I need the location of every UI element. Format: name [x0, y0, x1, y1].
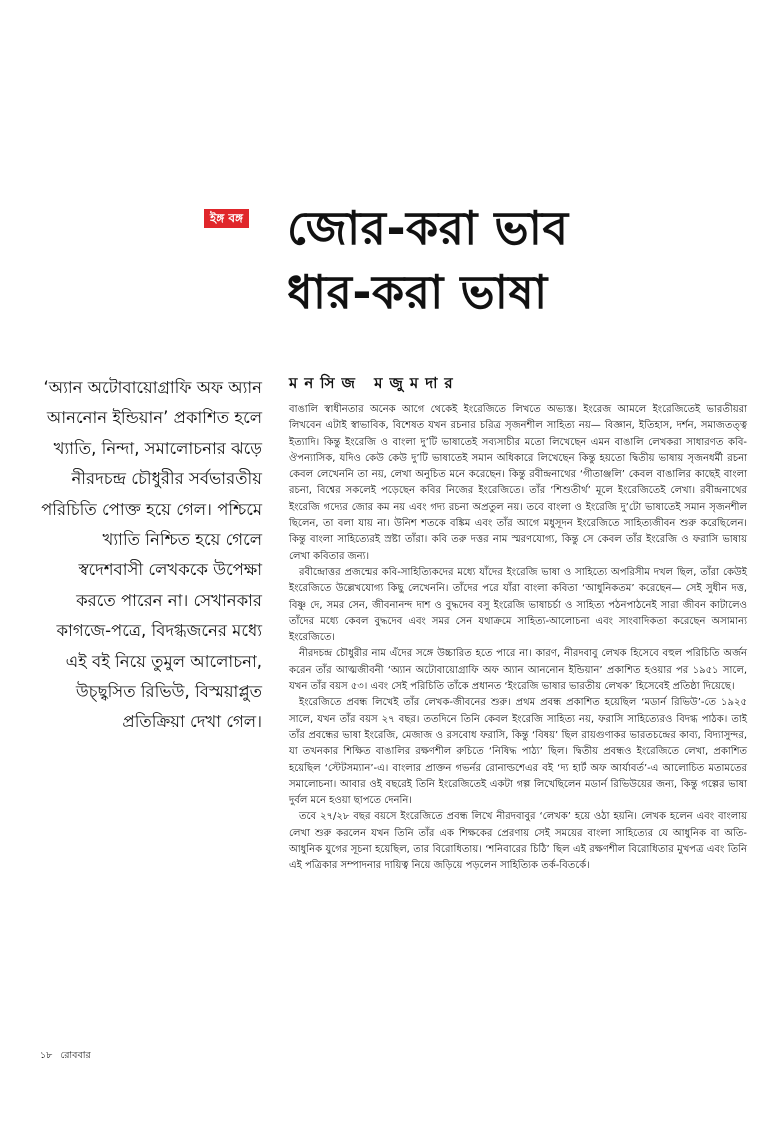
- article-paragraph: রবীন্দ্রোত্তর প্রজন্মের কবি-সাহিত্যিকদের মধ্যে যাঁদের ইংরেজি ভাষা ও সাহিত্যে অপরিসীম দখল ছিল, তাঁরা কেউই ইংরেজিতে উল্লেখযোগ্য কিছু লেখেননি। তাঁদের পরে যাঁরা বাংলা কবিতা ‘আধুনিকতম’ করেছেন— সেই সুধীন দত্ত, বিষ্ণু দে, সমর সেন, জীবনানন্দ দাশ ও বুদ্ধদেব বসু ইংরেজি ভাষাচর্চা ও সাহিত্য পঠনপাঠনেই সারা জীবন কাটালেও তাঁদের মধ্যে কেবল বুদ্ধদেব এবং সমর সেন যথাক্রমে সাহিত্য-আলোচনা এবং সাংবাদিকতা করেছেন অসামান্য ইংরেজিতে।: [289, 566, 747, 644]
- section-tag: ইঙ্গ বঙ্গ: [204, 209, 249, 228]
- article-body: [289, 402, 747, 875]
- headline-line-1: জোর-করা ভাব: [287, 201, 569, 255]
- article-paragraph: নীরদচন্দ্র চৌধুরীর নাম এঁদের সঙ্গে উচ্চারিত হতে পারে না। কারণ, নীরদবাবু লেখক হিসেবে বহুল পরিচিতি অর্জন করেন তাঁর আত্মজীবনী ‘অ্যান অটোবায়োগ্রাফি অফ অ্যান আননোন ইন্ডিয়ান’ প্রকাশিত হওয়ার পর ১৯৫১ সালে, যখন তাঁর বয়স ৫৩। এবং সেই পরিচিতি তাঁকে প্রধানত ‘ইংরেজি ভাষার ভারতীয় লেখক’ হিসেবেই প্রতিষ্ঠা দিয়েছে।: [289, 648, 747, 693]
- publication-section: রোববার: [60, 1050, 91, 1061]
- pull-quote: ‘অ্যান অটোবায়োগ্রাফি অফ অ্যান আননোন ইন্ডিয়ান’ প্রকাশিত হলে খ্যাতি, নিন্দা, সমালোচনার ঝড়ে নীরদচন্দ্র চৌধুরীর সর্বভারতীয় পরিচিতি পোক্ত হয়ে গেল। পশ্চিমে খ্যাতি নিশ্চিত হয়ে গেলে স্বদেশবাসী লেখককে উপেক্ষা করতে পারেন না। সেখানকার কাগজে-পত্রে, বিদগ্ধজনের মধ্যে এই বই নিয়ে তুমুল আলোচনা, উচ্ছ্বসিত রিভিউ, বিস্ময়াপ্লুত প্রতিক্রিয়া দেখা গেল।: [41, 378, 262, 732]
- page-footer: [40, 1049, 91, 1064]
- headline-line-2: ধার-করা ভাষা: [287, 265, 548, 319]
- article-paragraph: ইংরেজিতে প্রবন্ধ লিখেই তাঁর লেখক-জীবনের শুরু। প্রথম প্রবন্ধ প্রকাশিত হয়েছিল ‘মডার্ন রিভিউ’-তে ১৯২৫ সালে, যখন তাঁর বয়স ২৭ বছর। ততদিনে তিনি কেবল ইংরেজি সাহিত্য নয়, ফরাসি সাহিত্যেরও বিদগ্ধ পাঠক। তাই তাঁর প্রবন্ধের ভাষা ইংরেজি, মেজাজ ও রসবোধ ফরাসি, কিন্তু ‘বিষয়’ ছিল রায়গুণাকর ভারতচন্দ্রের কাব্য, বিদ্যাসুন্দর, যা তখনকার শিক্ষিত বাঙালির রক্ষণশীল রুচিতে ‘নিষিদ্ধ পাঠ্য’ ছিল। দ্বিতীয় প্রবন্ধও ইংরেজিতে লেখা, প্রকাশিত হয়েছিল ‘স্টেটসম্যান’-এ। বাংলার প্রাক্তন গভর্নর রোনাল্ডশেএর বই ‘দ্য হার্ট অফ আর্যাবর্ত’-এ আলোচিত মতামতের সমালোচনা। আবার ওই বছরেই তিনি ইংরেজিতেই একটা গল্প লিখেছিলেন মডার্ন রিভিউয়ের জন্য, কিন্তু গল্পের ভাষা দুর্বল মনে হওয়া ছাপতে দেননি।: [289, 697, 747, 807]
- article-paragraph: বাঙালি স্বাধীনতার অনেক আগে থেকেই ইংরেজিতে লিখতে অভ্যস্ত। ইংরেজ আমলে ইংরেজিতেই ভারতীয়রা লিখবেন এটাই স্বাভাবিক, বিশেষত যখন রচনার চরিত্র সৃজনশীল সাহিত্য নয়— বিজ্ঞান, ইতিহাস, দর্শন, সমাজতত্ত্ব ইত্যাদি। কিন্তু ইংরেজি ও বাংলা দু’টি ভাষাতেই সব্যসাচীর মতো লিখেছেন এমন বাঙালি লেখকরা সাধারণত কবি-ঔপন্যাসিক, যদিও কেউ কেউ দু’টি ভাষাতেই সমান অধিকারে লিখেছেন কিন্তু হয়তো দ্বিতীয় ভাষায় সৃজনধর্মী রচনা কেবল লেখেননি তা নয়, লেখা অনুচিত মনে করেছেন। কিন্তু রবীন্দ্রনাথের ‘গীতাঞ্জলি’ কেবল বাঙালির কাছেই বাংলা রচনা, বিশ্বের সকলেই পড়েছেন কবির নিজের ইংরেজিতে। তাঁর ‘শিশুতীর্থ’ মূলে ইংরেজিতেই লেখা। রবীন্দ্রনাথের ইংরেজি গদ্যের জোর কম নয় এবং গদ্য রচনা অপ্রতুল নয়। তবে বাংলা ও ইংরেজি দু’টো ভাষাতেই সমান সৃজনশীল ছিলেন, তা বলা যায় না। উনিশ শতকে বঙ্কিম এবং তাঁর আগে মধুসূদন ইংরেজিতে সাহিত্যজীবন শুরু করেছিলেন। কিন্তু বাংলা সাহিত্যেরই স্রষ্টা তাঁরা। কবি তরু দত্তর নাম স্মরণযোগ্য, কিন্তু সে কেবল তাঁর ইংরেজি ও ফরাসি ভাষায় লেখা কবিতার জন্য।: [289, 404, 747, 562]
- article-paragraph: তবে ২৭/২৮ বছর বয়সে ইংরেজিতে প্রবন্ধ লিখে নীরদবাবুর ‘লেখক’ হয়ে ওঠা হয়নি। লেখক হলেন এবং বাংলায় লেখা শুরু করলেন যখন তিনি তাঁর এক শিক্ষকের প্রেরণায় সেই সময়ের বাংলা সাহিত্যের যে আধুনিক বা অতি-আধুনিক যুগের সূচনা হয়েছিল, তার বিরোধিতায়। ‘শনিবারের চিঠি’ ছিল এই রক্ষণশীল বিরোধিতার মুখপত্র এবং তিনি এই পত্রিকার সম্পাদনার দায়িত্ব নিয়ে জড়িয়ে পড়লেন সাহিত্যিক তর্ক-বিতর্কে।: [289, 811, 747, 872]
- page-number: ১৮: [40, 1050, 53, 1061]
- headline: [287, 196, 747, 324]
- byline: মনসিজ মজুমদার: [289, 374, 460, 392]
